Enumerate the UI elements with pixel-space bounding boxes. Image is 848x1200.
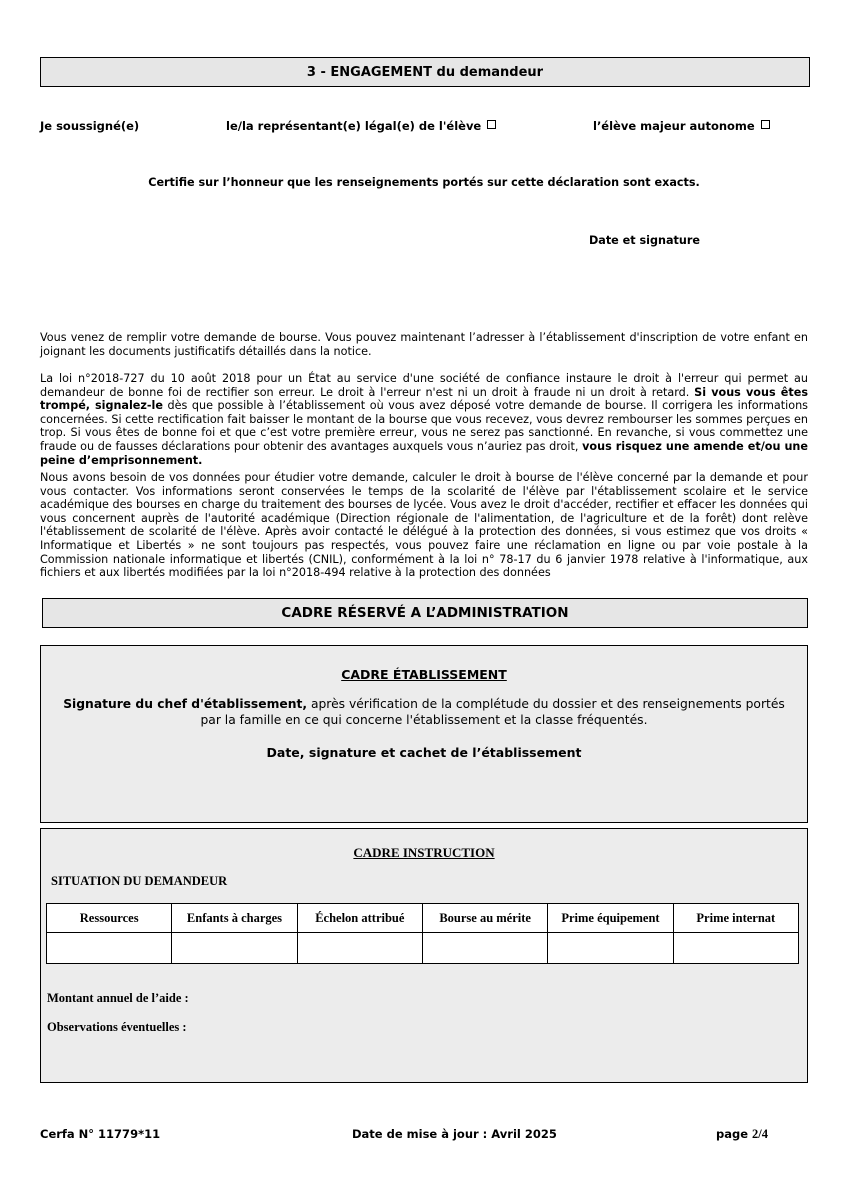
table-row <box>47 933 799 964</box>
cell-enfants[interactable] <box>172 933 297 964</box>
col-bourse-merite: Bourse au mérite <box>422 904 547 933</box>
cell-prime-internat[interactable] <box>673 933 798 964</box>
info-text-2a: La loi n°2018-727 du 10 août 2018 pour un État au service d'une société de confiance instaure le droit à l'erreur qui permet au demandeur de bonne foi de rectifier son erreur. Le droit à l'erreur n'est ni un droit à fraude ni un droit à retard. <box>40 372 808 399</box>
instruction-title: CADRE INSTRUCTION <box>353 845 495 860</box>
montant-label: Montant annuel de l’aide : <box>47 991 189 1005</box>
option-eleve-majeur-label: l’élève majeur autonome <box>593 119 755 133</box>
situation-table <box>46 903 799 964</box>
page-number: 2/4 <box>752 1127 769 1141</box>
col-echelon: Échelon attribué <box>297 904 422 933</box>
col-ressources: Ressources <box>47 904 172 933</box>
cadre-instruction <box>40 828 808 1083</box>
col-prime-equipement: Prime équipement <box>548 904 673 933</box>
col-enfants: Enfants à charges <box>172 904 297 933</box>
col-prime-internat: Prime internat <box>673 904 798 933</box>
soussigne-label: Je soussigné(e) <box>40 119 140 133</box>
page-indicator <box>716 1127 768 1142</box>
info-text-2 <box>40 372 808 467</box>
cerfa-number: Cerfa N° 11779*11 <box>40 1127 161 1141</box>
info-text-2d: vous risquez une amende et/ou une peine d’emprisonnement. <box>40 439 808 467</box>
cell-ressources[interactable] <box>47 933 172 964</box>
admin-section-title: CADRE RÉSERVÉ A L’ADMINISTRATION <box>42 598 808 628</box>
representant-checkbox[interactable] <box>487 120 496 129</box>
info-paragraph-donnees <box>40 471 808 580</box>
info-text-2c: dès que possible à l’établissement où vous avez déposé votre demande de bourse. Il corrigera les informations concernées. Si cette rectification fait baisser le montant de la bourse que vous recevez, vous devrez rembourser les sommes perçues en trop. Si vous êtes de bonne foi et que c’est votre première erreur, vous ne serez pas sanctionné. En revanche, si vous commettez une fraude ou de fausses déclarations pour obtenir des avantages auxquels vous n’auriez pas droit, <box>40 399 809 453</box>
info-text-3: Nous avons besoin de vos données pour étudier votre demande, calculer le droit à bourse de l'élève concerné par la demande et pour vous contacter. Vos informations seront conservées le temps de la scolarité de l'élève par l'établissement scolaire et le service académique des bourses en charge du traitement des bourses de lycée. Vous avez le droit d'accéder, rectifier et effacer les données qui vous concernent auprès de l'autorité académique (Direction régionale de l'alimentation, de l'agriculture et de la forêt) dont relève l'établissement de scolarité de l'élève. Après avoir contacté le délégué à la protection des données, si vous estimez que vos droits « Informatique et Libertés » ne sont toujours pas respectés, vous pouvez faire une réclamation en ligne ou par voie postale à la Commission nationale informatique et libertés (CNIL), conformément à la loi n° 78-17 du 6 janvier 1978 relative à l'informatique, aux fichiers et aux libertés modifiées par la loi n°2018-494 relative à la protection des données <box>40 471 808 580</box>
update-date: Date de mise à jour : Avril 2025 <box>352 1127 557 1141</box>
cell-echelon[interactable] <box>297 933 422 964</box>
cadre-etablissement <box>40 645 808 823</box>
etab-signature-rest: après vérification de la complétude du dossier et des renseignements portés par la famille en ce qui concerne l'établissement et la classe fréquentés. <box>200 697 785 727</box>
info-paragraph-demande <box>40 331 808 358</box>
info-paragraph-droit-erreur <box>40 372 808 467</box>
info-text-2b: Si vous vous êtes trompé, signalez-le <box>40 385 808 413</box>
table-header-row <box>47 904 799 933</box>
date-signature-label: Date et signature <box>589 234 700 247</box>
section-engagement-title: 3 - ENGAGEMENT du demandeur <box>40 57 810 87</box>
observations-label: Observations éventuelles : <box>47 1020 187 1034</box>
etab-signature-text <box>53 697 795 728</box>
info-text-1: Vous venez de remplir votre demande de bourse. Vous pouvez maintenant l’adresser à l’établissement d'inscription de votre enfant en joignant les documents justificatifs détaillés dans la notice. <box>40 331 808 358</box>
option-eleve-majeur[interactable] <box>593 119 770 133</box>
page-label: page <box>716 1127 753 1141</box>
situation-label: SITUATION DU DEMANDEUR <box>51 874 228 888</box>
etab-date-cachet: Date, signature et cachet de l’établissement <box>266 745 582 760</box>
cell-prime-equipement[interactable] <box>548 933 673 964</box>
cell-bourse-merite[interactable] <box>422 933 547 964</box>
option-representant-legal[interactable] <box>226 119 496 133</box>
option-representant-label: le/la représentant(e) légal(e) de l'élève <box>226 119 482 133</box>
etab-title: CADRE ÉTABLISSEMENT <box>341 667 507 682</box>
etab-signature-bold: Signature du chef d'établissement, <box>63 697 308 711</box>
eleve-majeur-checkbox[interactable] <box>761 120 770 129</box>
certification-statement: Certifie sur l’honneur que les renseignements portés sur cette déclaration sont exacts. <box>148 176 700 189</box>
